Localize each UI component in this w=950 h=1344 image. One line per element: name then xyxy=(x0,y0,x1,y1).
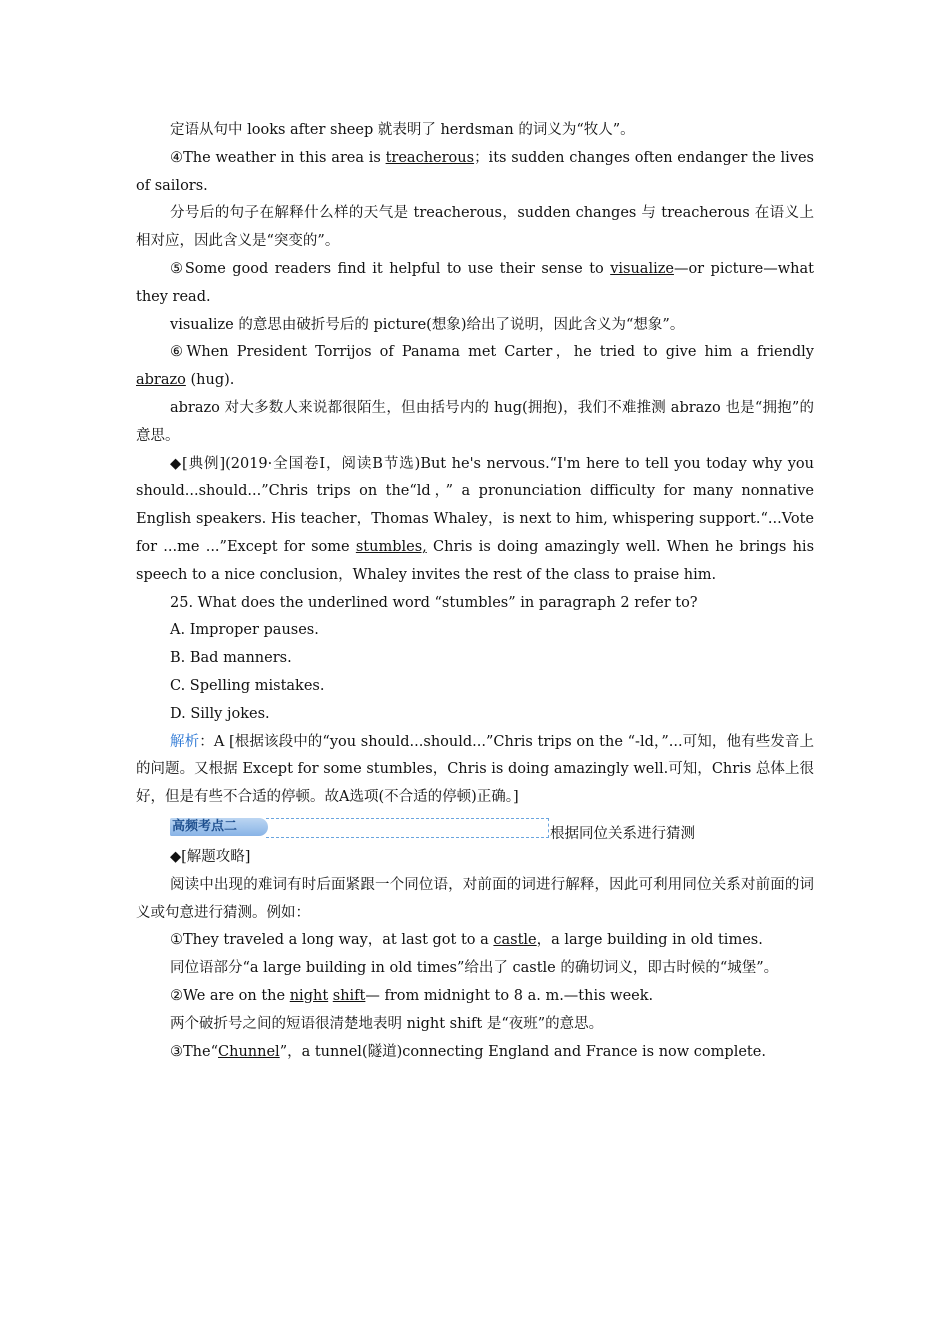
text-run: —or picture—what they read. xyxy=(136,260,814,305)
body-text-bottom xyxy=(136,844,814,1066)
text-run: — from midnight to 8 a. m.—this week. xyxy=(365,987,654,1004)
text-run: Chris is doing amazingly well. When he brings his speech to a nice conclusion，Whaley invites the rest of the class to praise him. xyxy=(136,538,815,583)
paragraph xyxy=(136,673,814,701)
paragraph xyxy=(136,590,814,618)
underlined-word: abrazo xyxy=(136,372,186,389)
paragraph xyxy=(136,927,814,955)
paragraph xyxy=(136,1011,814,1039)
paragraph xyxy=(136,645,814,673)
text-run: C. Spelling mistakes. xyxy=(170,677,325,694)
paragraph xyxy=(136,617,814,645)
paragraph xyxy=(136,312,814,340)
paragraph xyxy=(136,339,814,395)
text-run: abrazo 对大多数人来说都很陌生，但由括号内的 hug(拥抱)，我们不难推测 abrazo 也是“拥抱”的意思。 xyxy=(136,399,814,444)
body-text-top xyxy=(136,117,814,812)
text-run: ，a large building in old times. xyxy=(536,932,763,949)
text-run: 两个破折号之间的短语很清楚地表明 night shift 是“夜班”的意思。 xyxy=(170,1015,604,1032)
underlined-word: treacherous xyxy=(385,149,475,166)
text-run: ◆[解题攻略] xyxy=(170,848,251,865)
text-run: 阅读中出现的难词有时后面紧跟一个同位语，对前面的词进行解释，因此可利用同位关系对前面的词义或句意进行猜测。例如： xyxy=(136,876,814,921)
paragraph xyxy=(136,256,814,312)
text-run: 25. What does the underlined word “stumbles” in paragraph 2 refer to? xyxy=(170,594,698,611)
paragraph xyxy=(136,701,814,729)
underlined-word: shift xyxy=(332,987,366,1004)
section-heading xyxy=(136,814,814,844)
text-run: (hug). xyxy=(185,372,235,389)
paragraph xyxy=(136,983,814,1011)
underlined-word: stumbles, xyxy=(355,538,427,555)
text-run: ；its sudden changes often endanger the lives of sailors. xyxy=(136,149,814,194)
text-run: B. Bad manners. xyxy=(170,650,292,667)
text-run: ④The weather in this area is xyxy=(170,149,386,166)
text-run: ③The“ xyxy=(170,1043,219,1060)
paragraph xyxy=(136,844,814,872)
underlined-word: Chunnel xyxy=(218,1043,280,1060)
text-run: ”，a tunnel(隧道)connecting England and France is now complete. xyxy=(279,1043,766,1060)
paragraph xyxy=(136,451,814,590)
paragraph xyxy=(136,729,814,812)
paragraph xyxy=(136,955,814,983)
paragraph xyxy=(136,200,814,256)
text-run: ◆[典例](2019·全国卷Ⅰ，阅读B节选)But he's nervous.“I'm here to tell you today why you should...should...”Chris trips on the“ld，” a pronunciation difficulty for many nonnative English speakers. His teacher，Thomas Whaley，is next to him, whispering support.“...Vote for ...me ...”Except for some xyxy=(136,455,814,555)
text-run: ①They traveled a long way，at last got to a xyxy=(170,932,494,949)
text-run: ②We are on the xyxy=(170,987,290,1004)
text-run: ⑤Some good readers find it helpful to use their sense to xyxy=(170,260,611,277)
section-title: 根据同位关系进行猜测 xyxy=(550,825,695,842)
paragraph xyxy=(136,872,814,928)
paragraph xyxy=(136,1039,814,1067)
underlined-word: night xyxy=(289,987,329,1004)
badge-dashed-frame xyxy=(266,818,549,838)
text-run: ⑥When President Torrijos of Panama met Carter，he tried to give him a friendly xyxy=(170,344,814,361)
paragraph xyxy=(136,117,814,145)
section-badge: 高频考点二 xyxy=(170,818,268,836)
text-run: 分号后的句子在解释什么样的天气是 treacherous，sudden changes 与 treacherous 在语义上相对应，因此含义是“突变的”。 xyxy=(136,205,814,250)
text-run: visualize 的意思由破折号后的 picture(想象)给出了说明，因此含义为“想象”。 xyxy=(170,316,685,333)
underlined-word: castle xyxy=(493,932,537,949)
text-run: 同位语部分“a large building in old times”给出了 castle 的确切词义，即古时候的“城堡”。 xyxy=(170,960,779,977)
text-run: D. Silly jokes. xyxy=(170,705,270,722)
paragraph xyxy=(136,145,814,201)
underlined-word: visualize xyxy=(610,260,674,277)
document-page xyxy=(136,117,814,1066)
analysis-label: 解析 xyxy=(170,733,200,750)
text-run: A. Improper pauses. xyxy=(170,622,319,639)
paragraph xyxy=(136,395,814,451)
text-run: 定语从句中 looks after sheep 就表明了 herdsman 的词义为“牧人”。 xyxy=(170,122,635,138)
text-run: ：A [根据该段中的“you should...should...”Chris trips on the “-ld，”...可知，他有些发音上的问题。又根据 Except for some stumbles，Chris is doing amazingly well.可知，Chris 总体上很好，但是有些不合适的停顿。故A选项(不合适的停顿)正确。] xyxy=(136,733,815,806)
